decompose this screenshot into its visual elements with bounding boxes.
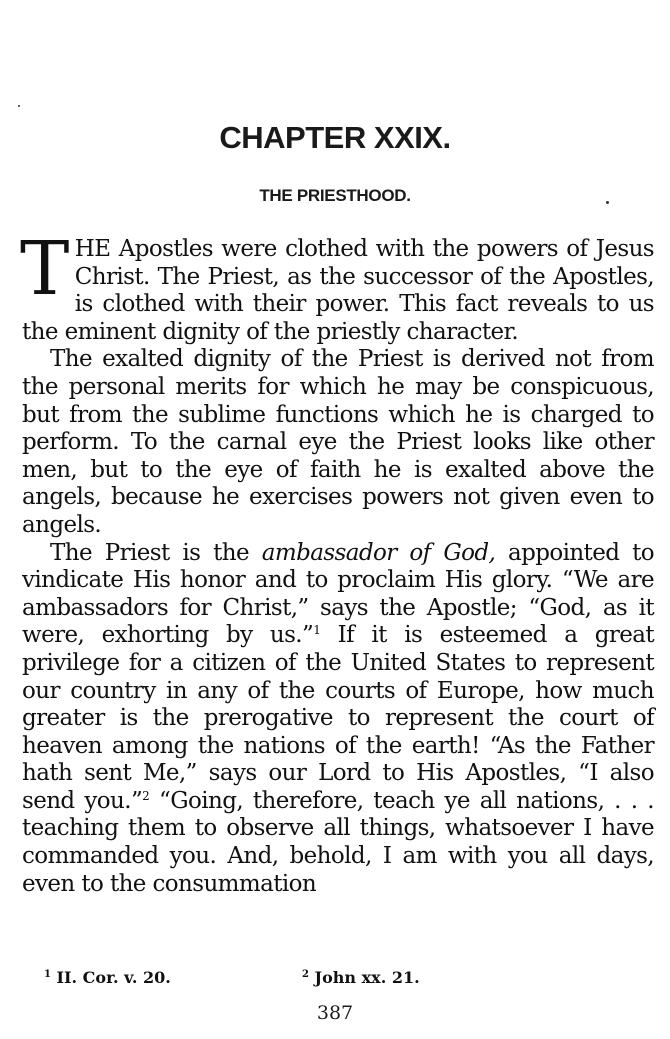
footnote-1-text: II. Cor. v. 20. (56, 968, 171, 987)
lead-caps: HE (74, 236, 111, 262)
paragraph-2 (22, 346, 654, 539)
footnote-1-marker: 1 (44, 969, 51, 980)
paragraph-3 (22, 540, 654, 899)
chapter-subtitle: THE PRIESTHOOD. (259, 186, 411, 205)
paragraph-3-text-b: If it is esteemed a great privilege for a citizen of the United States to represent our country in any of the courts of Europe, how much greater is the prerogative to represent the court of heaven among the nations of the earth! “As the Father hath sent Me,” says our Lord to His Apostles, “I also send you.” (22, 622, 654, 814)
scan-speck (18, 105, 20, 107)
paragraph-2-text: The exalted dignity of the Priest is derived not from the personal merits for which he may be conspicuous, but from the sublime functions which he is charged to perform. To the carnal eye the Priest looks like other men, but to the eye of faith he is exalted above the angels, because he exercises powers not given even to angels. (22, 346, 654, 538)
body-text (20, 226, 654, 898)
footnote-ref-2: 2 (142, 788, 150, 803)
drop-cap-letter: T (20, 226, 69, 312)
paragraph-3-text-c: “Going, therefore, teach ye all nations, . . . teaching them to observe all things, whatsoever I have commanded you. And, behold, I am with you all days, even to the consummation (22, 787, 654, 897)
paragraph-3-text-a: appointed to vindicate His honor and to proclaim His glory. “We are ambassadors for Christ,” says the Apostle; “God, as it were, exhorting by us.” (22, 539, 654, 649)
paragraph-1-text: Apostles were clothed with the powers of Jesus Christ. The Priest, as the successor of the Apostles, is clothed with their power. This fact reveals to us the eminent dignity of the priestly character. (22, 236, 654, 345)
paragraph-3-text-start: The Priest is the (50, 539, 262, 566)
footnote-2 (302, 968, 420, 987)
footnote-1 (44, 968, 171, 987)
page-number: 387 (316, 1002, 354, 1024)
footnote-2-text: John xx. 21. (314, 968, 420, 987)
scan-speck (606, 201, 609, 204)
footnote-ref-1: 1 (313, 623, 321, 638)
footnote-2-marker: 2 (302, 969, 309, 980)
paragraph-3-italic: ambassador of God, (261, 539, 496, 566)
paragraph-1 (20, 226, 654, 346)
chapter-title: CHAPTER XXIX. (219, 120, 451, 155)
